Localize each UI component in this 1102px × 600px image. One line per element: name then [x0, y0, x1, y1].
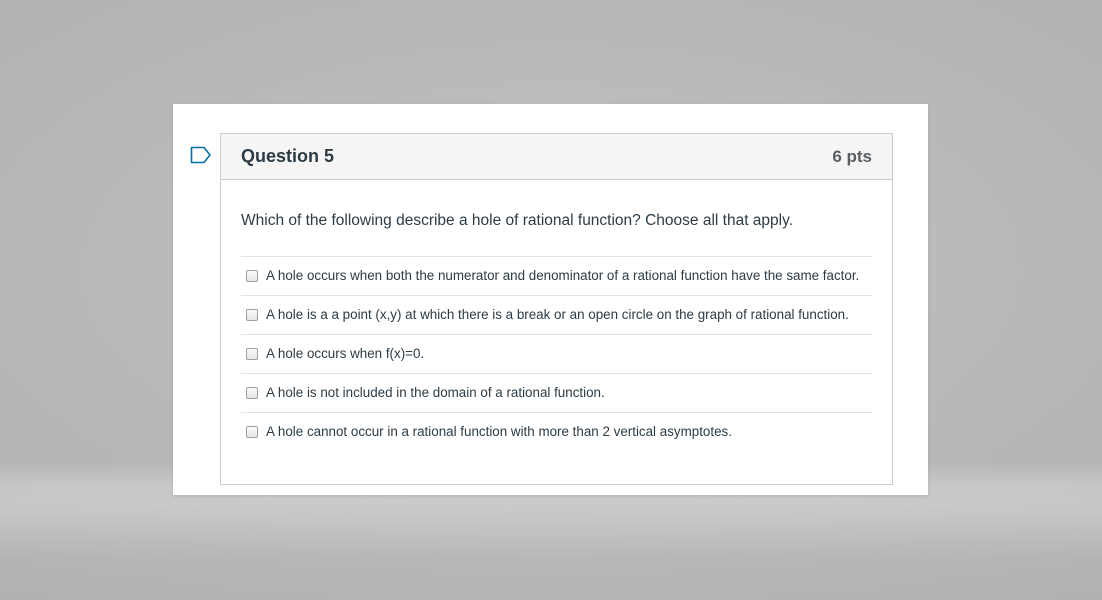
checkbox-icon[interactable] — [246, 270, 258, 282]
answer-option[interactable] — [241, 374, 872, 413]
answer-label[interactable]: A hole occurs when f(x)=0. — [266, 346, 425, 361]
quiz-page — [173, 104, 928, 495]
answer-option[interactable] — [241, 296, 872, 335]
answer-label[interactable]: A hole is a a point (x,y) at which there is a break or an open circle on the graph of rational function. — [266, 307, 849, 322]
question-text: Which of the following describe a hole of rational function? Choose all that apply. — [241, 212, 794, 229]
answer-option[interactable] — [241, 413, 872, 451]
answer-label[interactable]: A hole is not included in the domain of a rational function. — [266, 385, 605, 400]
bookmark-flag-icon[interactable] — [190, 146, 212, 164]
answer-label[interactable]: A hole cannot occur in a rational function with more than 2 vertical asymptotes. — [266, 424, 732, 439]
answer-option[interactable] — [241, 257, 872, 296]
question-points: 6 pts — [832, 146, 872, 166]
checkbox-icon[interactable] — [246, 309, 258, 321]
question-header — [221, 134, 892, 180]
question-card — [220, 133, 893, 485]
checkbox-icon[interactable] — [246, 348, 258, 360]
answer-label[interactable]: A hole occurs when both the numerator and denominator of a rational function have the same factor. — [266, 268, 860, 283]
checkbox-icon[interactable] — [246, 387, 258, 399]
question-body — [221, 180, 892, 451]
answer-list — [241, 256, 872, 451]
question-title: Question 5 — [241, 146, 335, 166]
checkbox-icon[interactable] — [246, 426, 258, 438]
answer-option[interactable] — [241, 335, 872, 374]
